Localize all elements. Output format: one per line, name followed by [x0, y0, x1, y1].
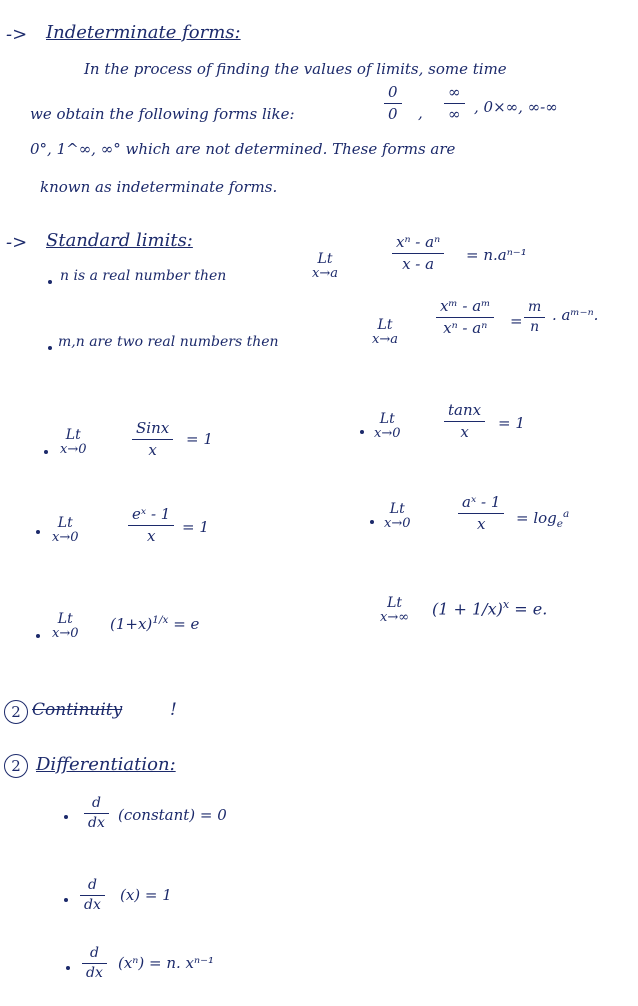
fraction-numerator: xⁿ - aⁿ: [396, 233, 441, 251]
struck-heading-continuity: Continuity: [32, 700, 123, 720]
expression-result: = e.: [514, 599, 548, 619]
limit-fraction: [458, 494, 504, 532]
fraction-numerator: xᵐ - aᵐ: [440, 297, 491, 315]
fraction-denominator: dx: [84, 897, 101, 914]
fraction-numerator: ∞: [448, 83, 461, 101]
fraction-bar: [82, 963, 107, 964]
comma: ,: [418, 104, 423, 122]
limit-result: = 1: [182, 518, 209, 536]
fraction-denominator: n: [530, 319, 540, 336]
derivative-expression: (constant) = 0: [118, 806, 227, 824]
fraction-bar: [444, 421, 485, 422]
limit-operator: [384, 502, 411, 532]
section-number-badge: 2: [4, 700, 28, 724]
expression-base: (1+x): [110, 615, 153, 633]
fraction-denominator: x: [146, 526, 156, 545]
fraction-denominator: x: [476, 514, 486, 533]
limit-expression: [432, 598, 547, 618]
limit-label: Lt: [387, 595, 402, 611]
limit-label: Lt: [57, 515, 73, 531]
fraction-denominator: 0: [388, 104, 398, 123]
bullet: [360, 430, 364, 434]
log-argument: a: [563, 508, 570, 520]
limit-operator: [380, 596, 409, 626]
limit-fraction: [436, 298, 494, 336]
bullet: [36, 634, 40, 638]
fraction-denominator: ∞: [448, 104, 461, 123]
derivative-operator: [82, 946, 107, 982]
limit-label: Lt: [57, 611, 73, 627]
struck-heading-mark: !: [170, 700, 177, 720]
limit-approach: x→0: [384, 516, 411, 532]
fraction-bar: [128, 525, 174, 526]
limit-operator: [52, 612, 79, 642]
fraction-denominator: x: [148, 440, 157, 459]
limit-label: Lt: [65, 427, 81, 443]
fraction-bar: [392, 253, 444, 254]
fraction-denominator: x - a: [402, 254, 435, 273]
limit-label: Lt: [377, 317, 393, 333]
fraction-bar: [524, 317, 545, 318]
fraction-bar: [84, 813, 109, 814]
bullet: [64, 815, 68, 819]
bullet: [64, 898, 68, 902]
section-heading-differentiation: Differentiation:: [36, 754, 176, 775]
limit-approach: x→0: [374, 426, 401, 442]
paragraph-line: we obtain the following forms like:: [30, 105, 295, 123]
paragraph-line: , 0×∞, ∞-∞: [474, 98, 558, 116]
paragraph-line: In the process of finding the values of limits, some time: [84, 60, 507, 78]
fraction-numerator: d: [91, 795, 101, 811]
limit-fraction: [444, 402, 485, 440]
limit-label: Lt: [317, 251, 333, 267]
bullet: [44, 450, 48, 454]
limit-result: = 1: [498, 414, 525, 432]
section-arrow: ->: [6, 24, 28, 45]
section-number-badge: 2: [4, 754, 28, 778]
limit-approach: x→0: [52, 626, 79, 642]
limit-expression: [110, 614, 199, 633]
limit-approach: x→0: [52, 530, 79, 546]
bullet: [36, 530, 40, 534]
limit-result: = n.aⁿ⁻¹: [466, 246, 527, 264]
ratio-fraction: [524, 300, 545, 336]
paragraph-line: known as indeterminate forms.: [40, 178, 278, 196]
limit-result: [516, 508, 569, 530]
fraction-numerator: 0: [388, 83, 398, 101]
expression-exponent: 1/x: [152, 614, 169, 626]
limit-operator: [372, 318, 398, 348]
limit-operator: [312, 252, 338, 282]
equals-sign: =: [510, 312, 523, 330]
derivative-expression: (x) = 1: [120, 886, 172, 904]
bullet: [370, 520, 374, 524]
fraction-bar: [436, 317, 494, 318]
fraction-bar: [132, 439, 173, 440]
fraction-numerator: aˣ - 1: [462, 493, 501, 511]
limit-fraction: [132, 420, 173, 458]
fraction-numerator: d: [89, 945, 99, 961]
limit-fraction: [128, 506, 174, 544]
section-heading-indeterminate: Indeterminate forms:: [46, 22, 241, 43]
fraction-inf-over-inf: [444, 84, 465, 122]
expression-exponent: x: [502, 598, 510, 611]
limit-approach: x→a: [372, 332, 398, 348]
limit-description: m,n are two real numbers then: [58, 334, 279, 350]
fraction-numerator: d: [87, 877, 97, 893]
paragraph-line: 0°, 1^∞, ∞° which are not determined. These forms are: [30, 140, 456, 158]
fraction-denominator: x: [460, 422, 469, 441]
limit-result: . aᵐ⁻ⁿ.: [552, 306, 599, 324]
fraction-numerator: Sinx: [136, 419, 170, 437]
fraction-bar: [384, 103, 402, 104]
fraction-denominator: dx: [86, 965, 103, 982]
expression-base: (1 + 1/x): [432, 599, 503, 619]
bullet: [66, 966, 70, 970]
bullet: [48, 280, 52, 284]
fraction-bar: [458, 513, 504, 514]
fraction-denominator: xⁿ - aⁿ: [443, 318, 488, 337]
derivative-expression: (xⁿ) = n. xⁿ⁻¹: [118, 954, 215, 972]
limit-operator: [60, 428, 87, 458]
limit-operator: [52, 516, 79, 546]
fraction-bar: [80, 895, 105, 896]
bullet: [48, 346, 52, 350]
expression-result: = e: [173, 615, 200, 633]
derivative-operator: [84, 796, 109, 832]
fraction-numerator: eˣ - 1: [132, 505, 171, 523]
section-arrow: ->: [6, 232, 28, 253]
limit-result: = 1: [186, 430, 213, 448]
limit-approach: x→0: [60, 442, 87, 458]
limit-operator: [374, 412, 401, 442]
fraction-bar: [444, 103, 465, 104]
limit-approach: x→a: [312, 266, 338, 282]
section-heading-standard-limits: Standard limits:: [46, 230, 193, 251]
derivative-operator: [80, 878, 105, 914]
limit-approach: x→∞: [380, 610, 410, 626]
limit-fraction: [392, 234, 444, 272]
fraction-zero-over-zero: [384, 84, 402, 122]
fraction-numerator: m: [528, 299, 542, 315]
limit-description: n is a real number then: [60, 268, 227, 284]
limit-label: Lt: [389, 501, 405, 517]
fraction-numerator: tanx: [448, 401, 482, 419]
fraction-denominator: dx: [88, 815, 105, 832]
limit-label: Lt: [379, 411, 395, 427]
log-text: = log: [516, 509, 557, 527]
log-base: e: [556, 518, 563, 530]
